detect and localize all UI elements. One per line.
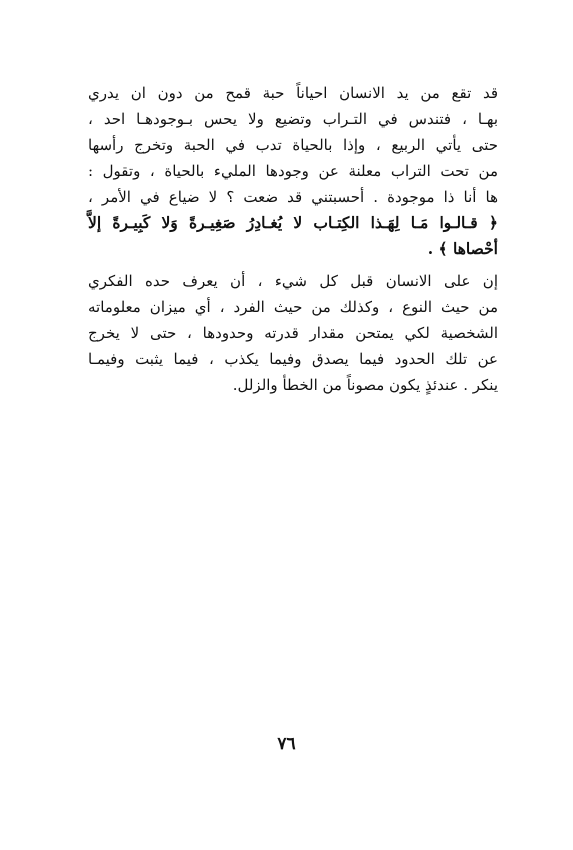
quran-verse-line: ﴿ قـالـوا مَـا لِهَـذا الكِتـاب لا يُغـادِرُ صَغِيـرةً وَلا كَبِيـرةً إلاَّ xyxy=(88,213,498,232)
quran-verse-line-end: أحْصاها ﴾ . xyxy=(427,239,498,258)
text-line: الشخصية لكي يمتحن مقدار قدرته وحدودها ، حتى لا يخرج xyxy=(88,324,498,342)
text-line: إن على الانسان قبل كل شيء ، أن يعرف حده الفكري xyxy=(88,272,498,290)
text-line: ها أنا ذا موجودة . أحسبتني قد ضعت ؟ لا ضياع في الأمر ، xyxy=(88,188,498,206)
text-line: من تحت التراب معلنة عن وجودها المليء بالحياة ، وتقول : xyxy=(88,162,498,180)
text-line: قد تقع من يد الانسان احياناً حبة قمح من دون ان يدري xyxy=(88,84,498,102)
text-line: بهـا ، فتندس في التـراب وتضيع ولا يحس بـوجودهـا احد ، xyxy=(88,110,498,128)
text-line: حتى يأتي الربيع ، وإذا بالحياة تدب في الحبة وتخرج رأسها xyxy=(88,136,498,154)
page-number: ٧٦ xyxy=(277,734,296,754)
text-line: عن تلك الحدود فيما يصدق وفيما يكذب ، فيما يثبت وفيمـا xyxy=(88,350,498,368)
paragraph-2 xyxy=(88,268,498,398)
text-line: من حيث النوع ، وكذلك من حيث الفرد ، أي ميزان معلوماته xyxy=(88,298,498,316)
paragraph-1 xyxy=(88,80,498,262)
text-line: ينكر . عندئذٍ يكون مصوناً من الخطأ والزلل. xyxy=(232,376,498,394)
